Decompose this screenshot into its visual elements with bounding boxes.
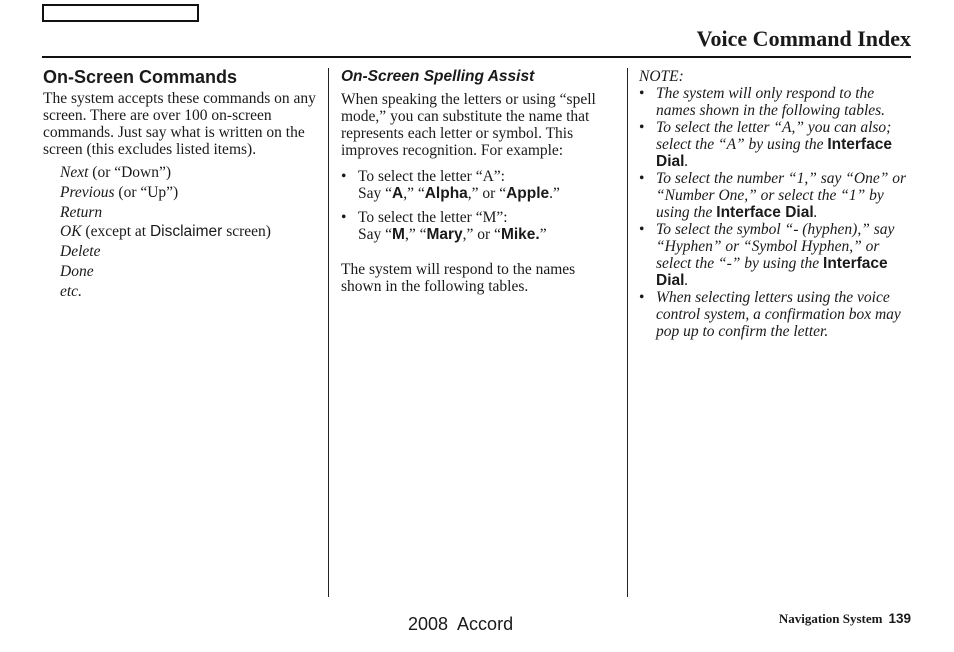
column-notes xyxy=(639,68,911,340)
list-item xyxy=(341,209,619,243)
command-name: Next xyxy=(60,164,89,181)
command-note: (except at xyxy=(81,223,150,241)
column-divider-1 xyxy=(328,68,329,597)
list-item xyxy=(639,221,911,289)
separator-text: ,” or “ xyxy=(462,226,501,243)
bullet-line: To select the letter “M”: xyxy=(358,209,508,226)
footer-page-info xyxy=(779,611,911,627)
command-note: (or “Up”) xyxy=(114,183,179,201)
column-on-screen-commands xyxy=(43,66,321,302)
spoken-word: Apple xyxy=(506,185,550,202)
command-note: (or “Down”) xyxy=(88,164,172,181)
list-item xyxy=(60,203,321,223)
page-title: Voice Command Index xyxy=(696,26,911,51)
interface-dial-label: Interface Dial xyxy=(656,136,892,170)
spoken-word: M xyxy=(392,226,405,243)
spoken-word: Mary xyxy=(426,226,463,243)
command-list xyxy=(60,163,321,302)
list-item xyxy=(60,222,321,242)
header-rule xyxy=(42,56,911,58)
note-text: To select the symbol “- (hyphen),” say “Hyphen” or “Symbol Hyphen,” or select the “-” by using the xyxy=(656,221,895,272)
list-item xyxy=(639,289,911,340)
command-note: screen) xyxy=(222,223,271,241)
list-item xyxy=(639,85,911,119)
list-item xyxy=(639,170,911,221)
note-label: NOTE: xyxy=(639,68,684,85)
example-list xyxy=(341,168,619,243)
say-text: Say “ xyxy=(358,185,393,202)
command-name: etc. xyxy=(60,282,82,300)
command-name: Return xyxy=(60,203,103,221)
say-text: Say “ xyxy=(358,226,393,243)
note-list xyxy=(639,85,911,340)
section-heading: On-Screen Commands xyxy=(43,67,238,87)
command-name: Done xyxy=(60,262,94,280)
list-item xyxy=(60,242,321,262)
note-text: The system will only respond to the names shown in the following tables. xyxy=(656,85,886,119)
spoken-word: Alpha xyxy=(424,185,468,202)
section-heading: On-Screen Spelling Assist xyxy=(341,68,535,85)
page-number: 139 xyxy=(888,611,911,626)
separator-text: ,” or “ xyxy=(467,185,507,202)
spoken-word: Mike. xyxy=(500,226,540,243)
list-item xyxy=(639,119,911,170)
intro-paragraph: When speaking the letters or using “spell mode,” you can substitute the name that represents each letter or symbol. This improves recognition. For example: xyxy=(341,91,596,159)
separator-text: ,” “ xyxy=(404,226,427,243)
note-text: . xyxy=(684,272,689,289)
note-text: When selecting letters using the voice control system, a confirmation box may pop up to confirm the letter. xyxy=(656,289,901,340)
spoken-word: A xyxy=(392,185,404,202)
separator-text: ,” “ xyxy=(403,185,425,202)
intro-paragraph: The system accepts these commands on any screen. There are over 100 on-screen commands. Just say what is written on the screen (this excludes listed items). xyxy=(43,90,316,158)
note-text: To select the letter “A,” you can also; select the “A” by using the xyxy=(656,119,892,153)
separator-text: ” xyxy=(539,226,547,243)
list-item xyxy=(60,183,321,203)
interface-dial-label: Interface Dial xyxy=(716,204,814,221)
footer-section-label: Navigation System xyxy=(778,611,883,626)
bullet-line: To select the letter “A”: xyxy=(358,168,505,185)
column-divider-2 xyxy=(627,68,628,597)
command-name: Previous xyxy=(60,183,115,201)
footer-model-label: 2008 Accord xyxy=(408,614,514,634)
command-name: OK xyxy=(60,223,82,241)
separator-text: .” xyxy=(549,185,560,202)
header-tab-box xyxy=(42,4,199,22)
screen-name: Disclaimer xyxy=(149,223,223,241)
outro-paragraph: The system will respond to the names shown in the following tables. xyxy=(341,261,576,295)
interface-dial-label: Interface Dial xyxy=(656,255,888,289)
column-spelling-assist xyxy=(341,68,619,295)
note-text: To select the number “1,” say “One” or “Number One,” or select the “1” by using the xyxy=(656,170,907,221)
command-name: Delete xyxy=(60,243,101,261)
list-item xyxy=(341,168,619,202)
note-text: . xyxy=(813,204,818,221)
list-item xyxy=(60,163,321,183)
note-text: . xyxy=(684,153,689,170)
list-item xyxy=(60,262,321,282)
list-item xyxy=(60,282,321,302)
